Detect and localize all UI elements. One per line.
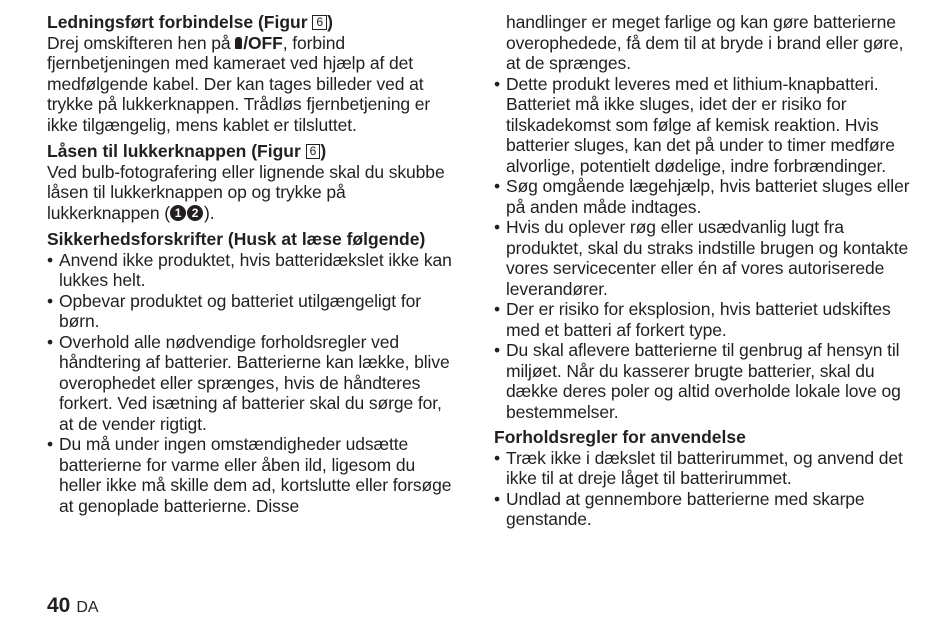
step-2-icon: 2: [187, 205, 203, 221]
page-number: 40: [47, 594, 71, 617]
usage-list: [494, 448, 914, 530]
continued-text: handlinger er meget farlige og kan gøre batterierne overophedede, få dem til at bryde i brand eller gøre, at de sprænges.: [506, 12, 904, 73]
list-item: • Dette produkt leveres med et lithium-knapbatteri. Batteriet må ikke sluges, idet der er risiko for tilskadekomst som følge af kemisk reaktion. Hvis batterier sluges, kan det på under to timer medføre alvorlige, potentielt dødelige, indre forbrændinger.: [494, 74, 914, 177]
section-body-wired-connection: Drej omskifteren hen på /OFF, forbind fjernbetjeningen med kameraet ved hjælp af det medfølgende kabel. Der kan tages billeder ved at trykke på lukkerknappen. Trådløs fjernbetjening er ikke tilgængelig, mens kablet er tilsluttet.: [47, 32, 431, 135]
section-heading-shutter-lock: Låsen til lukkerknappen (Figur 6 ): [47, 141, 327, 161]
list-item: • Overhold alle nødvendige forholdsregler ved håndtering af batterier. Batterierne kan lække, blive overophedet eller sprænges, hvis de håndteres forkert. Ved isætning af batterier skal du sørge for, at de vender rigtigt.: [47, 332, 452, 435]
remote-mode-icon: [235, 37, 242, 49]
section-heading-safety: Sikkerhedsforskrifter (Husk at læse følgende): [47, 229, 426, 249]
safety-list-continued: [494, 74, 914, 423]
left-column: [47, 12, 452, 516]
list-item: • Der er risiko for eksplosion, hvis batteriet udskiftes med et batteri af forkert type.: [494, 299, 914, 340]
page-footer: [47, 594, 99, 618]
list-item: • Undlad at gennembore batterierne med skarpe genstande.: [494, 489, 914, 530]
list-item: • Du må under ingen omstændigheder udsætte batterierne for varme eller åben ild, ligesom du heller ikke må skille dem ad, kortslutte eller forsøge at genoplade batterierne. Disse: [47, 434, 452, 516]
figure-ref-box: 6: [306, 144, 321, 159]
language-code: DA: [76, 599, 99, 616]
list-item: • Opbevar produktet og batteriet utilgængeligt for børn.: [47, 291, 452, 332]
section-body-shutter-lock: Ved bulb-fotografering eller lignende skal du skubbe låsen til lukkerknappen op og trykke på lukkerknappen ( 1 2 ).: [47, 161, 445, 223]
list-item: • Hvis du oplever røg eller usædvanlig lugt fra produktet, skal du straks indstille brugen og kontakte vores servicecenter eller én af vores autoriserede leverandører.: [494, 217, 914, 299]
list-item: • Anvend ikke produktet, hvis batteridækslet ikke kan lukkes helt.: [47, 250, 452, 291]
right-column: [494, 12, 914, 530]
figure-ref-box: 6: [312, 15, 327, 30]
section-heading-usage-precautions: Forholdsregler for anvendelse: [494, 427, 746, 447]
list-item: • Søg omgående lægehjælp, hvis batteriet sluges eller på anden måde indtages.: [494, 176, 914, 217]
section-heading-wired-connection: Ledningsført forbindelse (Figur 6 ): [47, 12, 333, 32]
list-item: • Du skal aflevere batterierne til genbrug af hensyn til miljøet. Når du kasserer brugte batterier, skal du dække deres poler og altid overholde lokale love og bestemmelser.: [494, 340, 914, 422]
step-1-icon: 1: [170, 205, 186, 221]
list-item: • Træk ikke i dækslet til batterirummet, og anvend det ikke til at dreje låget til batterirummet.: [494, 448, 914, 489]
safety-list: [47, 250, 452, 517]
